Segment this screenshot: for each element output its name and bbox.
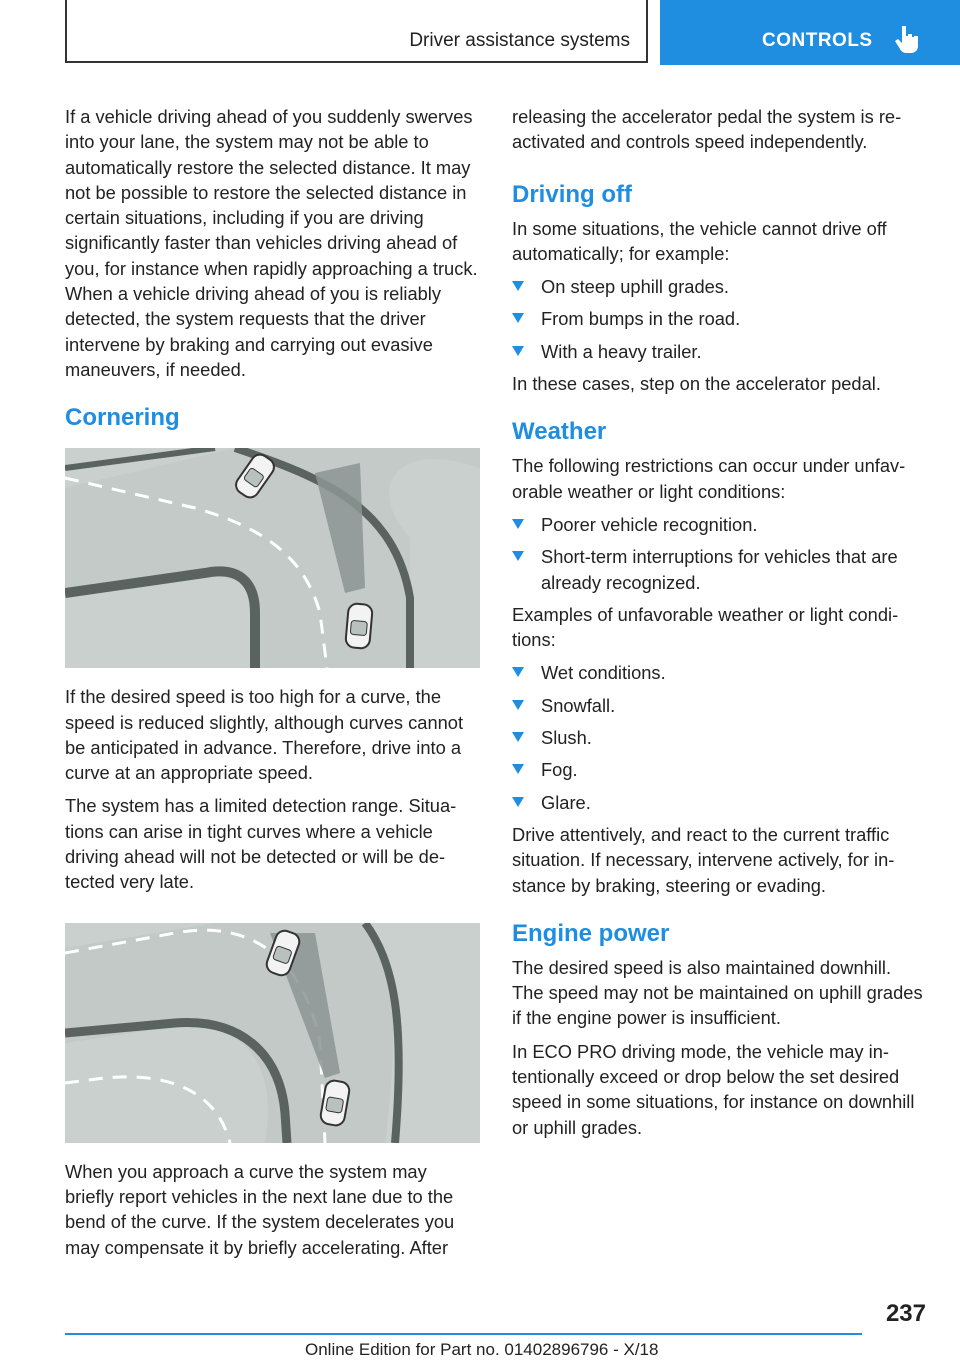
cornering-paragraph-3: When you approach a curve the system may briefly report vehicles in the next lane due to the bend of the curve. If the system decelerates you may compensate it by briefly accelerating. After [65, 1160, 455, 1258]
bullet-triangle-icon [512, 764, 524, 774]
chapter-title: CONTROLS [762, 30, 873, 51]
bullet-triangle-icon [512, 700, 524, 710]
list-item: Slush. [512, 725, 927, 750]
driving-off-list [512, 274, 927, 364]
bullet-triangle-icon [512, 797, 524, 807]
chapter-tab[interactable] [660, 0, 960, 65]
weather-outro: Drive attentively, and react to the current traffic situation. If necessary, intervene actively, for instance by braking, steering or evading. [512, 823, 895, 896]
left-column [65, 104, 480, 1268]
bullet-triangle-icon [512, 346, 524, 356]
bullet-triangle-icon [512, 667, 524, 677]
hand-pointer-icon [894, 24, 920, 54]
driving-off-outro: In these cases, step on the accelerator pedal. [512, 373, 881, 395]
weather-intro: The following restrictions can occur under unfavorable weather or light conditions: [512, 455, 906, 502]
section-title: Driver assistance systems [409, 30, 630, 51]
list-item: Short-term interruptions for vehicles that are already recognized. [512, 544, 927, 595]
bullet-triangle-icon [512, 732, 524, 742]
page-number: 237 [885, 1300, 926, 1327]
list-item: Wet conditions. [512, 660, 927, 685]
continued-paragraph: releasing the accelerator pedal the system is reactivated and controls speed independently. [512, 106, 902, 153]
weather-examples-list [512, 660, 927, 814]
bullet-triangle-icon [512, 281, 524, 291]
header-section-box [65, 0, 648, 63]
list-item: On steep uphill grades. [512, 274, 927, 299]
driving-off-intro: In some situations, the vehicle cannot drive off automatically; for example: [512, 217, 887, 264]
engine-power-paragraph-2: In ECO PRO driving mode, the vehicle may intentionally exceed or drop below the set desired speed in some situations, for instance on downhill or uphill grades. [512, 1040, 915, 1138]
footer-divider [65, 1333, 862, 1335]
bullet-triangle-icon [512, 313, 524, 323]
cornering-illustration-1 [65, 448, 480, 668]
right-column [512, 104, 927, 1148]
cornering-illustration-2 [65, 923, 480, 1143]
list-item: Poorer vehicle recognition. [512, 512, 927, 537]
list-item: Snowfall. [512, 693, 927, 718]
cornering-paragraph-1: If the desired speed is too high for a curve, the speed is reduced slightly, although curves cannot be anticipated in advance. Therefore, drive into a curve at an appropriate speed. [65, 686, 464, 784]
weather-list [512, 512, 927, 595]
driving-off-heading: Driving off [512, 180, 632, 208]
list-item: With a heavy trailer. [512, 339, 927, 364]
engine-power-heading: Engine power [512, 919, 670, 947]
bullet-triangle-icon [512, 519, 524, 529]
list-item: Fog. [512, 757, 927, 782]
bullet-triangle-icon [512, 551, 524, 561]
list-item: Glare. [512, 790, 927, 815]
intro-paragraph: If a vehicle driving ahead of you suddenly swerves into your lane, the system may not be able to automatically restore the selected distance. It may not be possible to restore the selected distance in certain situations, including if you are driving significantly faster than vehicles driving ahead of you, for instance when rapidly approaching a truck. When a vehicle driving ahead of you is reliably detected, the system requests that the driver intervene by braking and carrying out evasive maneuvers, if needed. [65, 106, 478, 380]
weather-examples-intro: Examples of unfavorable weather or light conditions: [512, 603, 899, 651]
cornering-heading: Cornering [65, 404, 180, 432]
list-item: From bumps in the road. [512, 306, 927, 331]
edition-note: Online Edition for Part no. 01402896796 - X/18 [305, 1340, 659, 1359]
engine-power-paragraph-1: The desired speed is also maintained downhill. The speed may not be maintained on uphill grades if the engine power is insufficient. [512, 956, 923, 1029]
cornering-paragraph-2: The system has a limited detection range. Situations can arise in tight curves where a vehicle driving ahead will not be detected or will be detected very late. [65, 795, 457, 893]
weather-heading: Weather [512, 418, 607, 446]
